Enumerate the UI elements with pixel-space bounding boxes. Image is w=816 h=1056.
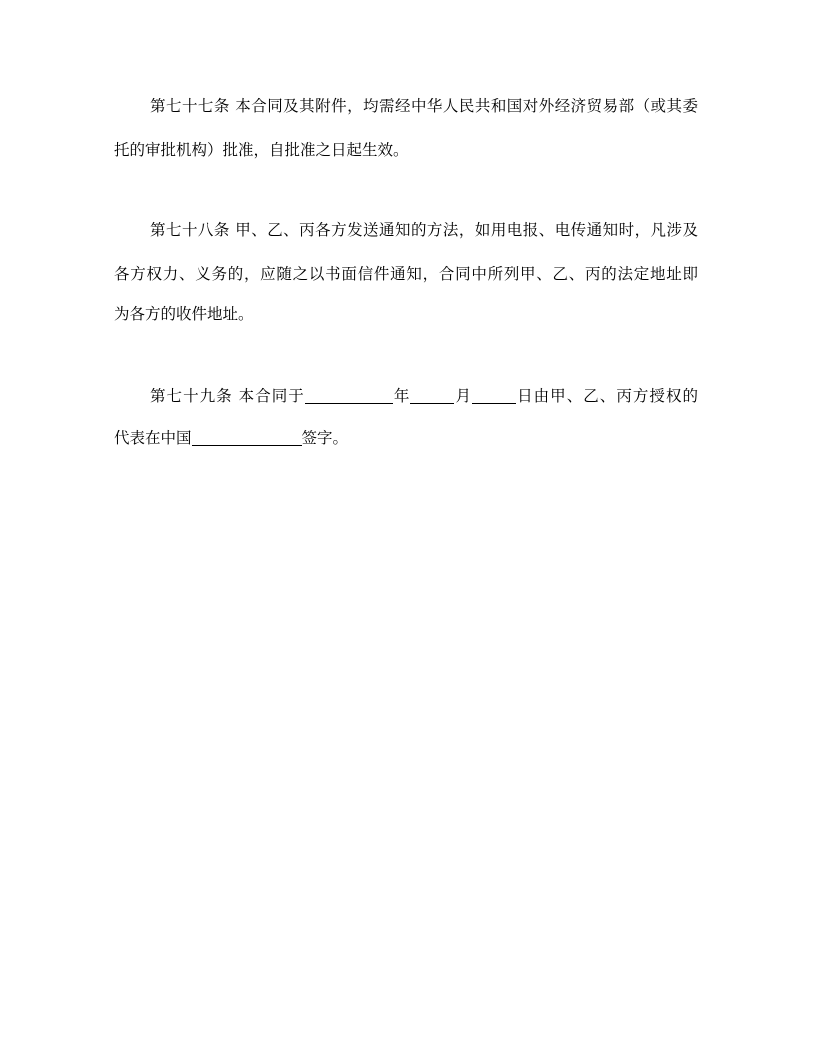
article-79-line-2: [114, 426, 698, 450]
day-blank: [472, 387, 516, 404]
article-77-line-2: 托的审批机构）批准，自批准之日起生效。: [114, 141, 409, 159]
article-78-line-3: 为各方的收件地址。: [114, 305, 254, 323]
month-label: 月: [454, 387, 473, 405]
article-79-prefix: 第七十九条 本合同于: [150, 387, 305, 405]
article-79-line-2-prefix: 代表在中国: [114, 429, 192, 447]
year-label: 年: [392, 387, 411, 405]
article-77-line-1: 第七十七条 本合同及其附件，均需经中华人民共和国对外经济贸易部（或其委: [150, 97, 698, 115]
article-78-line-1: 第七十八条 甲、乙、丙各方发送通知的方法，如用电报、电传通知时，凡涉及: [150, 221, 698, 239]
article-79-rest: 日由甲、乙、丙方授权的: [516, 387, 698, 405]
article-78-line-2: 各方权力、义务的，应随之以书面信件通知，合同中所列甲、乙、丙的法定地址即: [114, 265, 698, 283]
place-blank: [192, 429, 302, 446]
article-79-line-2-suffix: 签字。: [301, 429, 349, 447]
month-blank: [410, 387, 454, 404]
year-blank: [305, 387, 393, 404]
article-79-line-1: [150, 384, 698, 408]
